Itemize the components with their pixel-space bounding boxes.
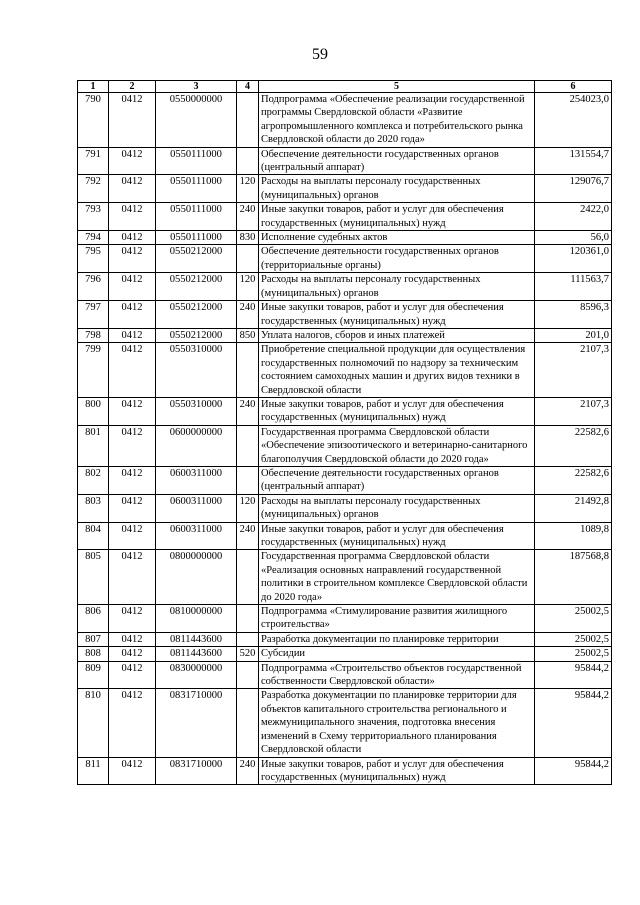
section-code-cell: 0412 (109, 231, 156, 245)
item-name-cell: Иные закупки товаров, работ и услуг для обеспечения государственных (муниципальных) нужд (259, 301, 535, 329)
amount-cell: 25002,5 (535, 647, 612, 661)
section-code-cell: 0412 (109, 301, 156, 329)
section-code-cell: 0412 (109, 632, 156, 646)
section-code-cell: 0412 (109, 661, 156, 689)
table-row (78, 231, 612, 245)
expense-type-code-cell (237, 661, 259, 689)
section-code-cell: 0412 (109, 328, 156, 342)
table-row (78, 522, 612, 550)
table-row (78, 466, 612, 494)
target-code-cell: 0811443600 (156, 632, 237, 646)
expense-type-code-cell (237, 93, 259, 148)
row-number-cell: 800 (78, 397, 109, 425)
target-code-cell: 0800000000 (156, 550, 237, 605)
expense-type-code-cell: 240 (237, 522, 259, 550)
amount-cell: 129076,7 (535, 175, 612, 203)
table-row (78, 328, 612, 342)
row-number-cell: 797 (78, 301, 109, 329)
header-col-3: 3 (156, 81, 237, 93)
row-number-cell: 795 (78, 245, 109, 273)
item-name-cell: Иные закупки товаров, работ и услуг для обеспечения государственных (муниципальных) нужд (259, 522, 535, 550)
amount-cell: 22582,6 (535, 425, 612, 466)
target-code-cell: 0550111000 (156, 147, 237, 175)
amount-cell: 131554,7 (535, 147, 612, 175)
item-name-cell: Подпрограмма «Обеспечение реализации государственной программы Свердловской области «Развитие агропромышленного комплекса и потребительского рынка Свердловской области до 2020 года» (259, 93, 535, 148)
row-number-cell: 792 (78, 175, 109, 203)
row-number-cell: 790 (78, 93, 109, 148)
item-name-cell: Иные закупки товаров, работ и услуг для обеспечения государственных (муниципальных) нужд (259, 203, 535, 231)
row-number-cell: 810 (78, 689, 109, 757)
page-number: 59 (312, 46, 328, 63)
section-code-cell: 0412 (109, 93, 156, 148)
row-number-cell: 807 (78, 632, 109, 646)
section-code-cell: 0412 (109, 175, 156, 203)
section-code-cell: 0412 (109, 494, 156, 522)
expense-type-code-cell (237, 632, 259, 646)
section-code-cell: 0412 (109, 397, 156, 425)
item-name-cell: Приобретение специальной продукции для осуществления государственных полномочий по надзору за техническим состоянием самоходных машин и других видов техники в Свердловской области (259, 343, 535, 398)
header-col-1: 1 (78, 81, 109, 93)
section-code-cell: 0412 (109, 245, 156, 273)
item-name-cell: Разработка документации по планировке территории для объектов капитального строительства регионального и межмуниципального значения, подготовка внесения изменений в Схему территориального планирования Свердловской области (259, 689, 535, 757)
section-code-cell: 0412 (109, 605, 156, 633)
header-col-2: 2 (109, 81, 156, 93)
amount-cell: 201,0 (535, 328, 612, 342)
expense-type-code-cell: 240 (237, 301, 259, 329)
section-code-cell: 0412 (109, 466, 156, 494)
row-number-cell: 799 (78, 343, 109, 398)
section-code-cell: 0412 (109, 550, 156, 605)
target-code-cell: 0550212000 (156, 245, 237, 273)
expense-type-code-cell (237, 245, 259, 273)
table-row (78, 647, 612, 661)
expense-type-code-cell (237, 343, 259, 398)
item-name-cell: Иные закупки товаров, работ и услуг для обеспечения государственных (муниципальных) нужд (259, 757, 535, 785)
item-name-cell: Подпрограмма «Стимулирование развития жилищного строительства» (259, 605, 535, 633)
amount-cell: 22582,6 (535, 466, 612, 494)
expense-type-code-cell (237, 147, 259, 175)
table-row (78, 689, 612, 757)
amount-cell: 21492,8 (535, 494, 612, 522)
item-name-cell: Расходы на выплаты персоналу государственных (муниципальных) органов (259, 494, 535, 522)
target-code-cell: 0550111000 (156, 203, 237, 231)
section-code-cell: 0412 (109, 203, 156, 231)
table-row (78, 343, 612, 398)
expense-type-code-cell: 120 (237, 494, 259, 522)
expense-type-code-cell: 240 (237, 203, 259, 231)
table-row (78, 147, 612, 175)
target-code-cell: 0550111000 (156, 231, 237, 245)
table-row (78, 301, 612, 329)
section-code-cell: 0412 (109, 522, 156, 550)
amount-cell: 254023,0 (535, 93, 612, 148)
table-row (78, 550, 612, 605)
target-code-cell: 0550310000 (156, 397, 237, 425)
expense-type-code-cell: 120 (237, 273, 259, 301)
target-code-cell: 0550000000 (156, 93, 237, 148)
table-row (78, 397, 612, 425)
table-row (78, 245, 612, 273)
amount-cell: 2107,3 (535, 343, 612, 398)
section-code-cell: 0412 (109, 689, 156, 757)
expense-type-code-cell: 830 (237, 231, 259, 245)
amount-cell: 8596,3 (535, 301, 612, 329)
header-col-4: 4 (237, 81, 259, 93)
row-number-cell: 811 (78, 757, 109, 785)
amount-cell: 56,0 (535, 231, 612, 245)
row-number-cell: 798 (78, 328, 109, 342)
amount-cell: 95844,2 (535, 757, 612, 785)
target-code-cell: 0811443600 (156, 647, 237, 661)
target-code-cell: 0550111000 (156, 175, 237, 203)
amount-cell: 187568,8 (535, 550, 612, 605)
section-code-cell: 0412 (109, 647, 156, 661)
amount-cell: 2107,3 (535, 397, 612, 425)
row-number-cell: 793 (78, 203, 109, 231)
row-number-cell: 801 (78, 425, 109, 466)
table-row (78, 93, 612, 148)
amount-cell: 95844,2 (535, 661, 612, 689)
amount-cell: 95844,2 (535, 689, 612, 757)
table-row (78, 605, 612, 633)
amount-cell: 120361,0 (535, 245, 612, 273)
row-number-cell: 804 (78, 522, 109, 550)
table-row (78, 425, 612, 466)
amount-cell: 111563,7 (535, 273, 612, 301)
item-name-cell: Обеспечение деятельности государственных органов (территориальные органы) (259, 245, 535, 273)
section-code-cell: 0412 (109, 273, 156, 301)
item-name-cell: Уплата налогов, сборов и иных платежей (259, 328, 535, 342)
table-body (78, 93, 612, 785)
table-row (78, 175, 612, 203)
expense-type-code-cell: 120 (237, 175, 259, 203)
section-code-cell: 0412 (109, 425, 156, 466)
target-code-cell: 0600000000 (156, 425, 237, 466)
expense-type-code-cell: 850 (237, 328, 259, 342)
target-code-cell: 0810000000 (156, 605, 237, 633)
target-code-cell: 0600311000 (156, 522, 237, 550)
row-number-cell: 803 (78, 494, 109, 522)
row-number-cell: 794 (78, 231, 109, 245)
item-name-cell: Иные закупки товаров, работ и услуг для обеспечения государственных (муниципальных) нужд (259, 397, 535, 425)
table-row (78, 661, 612, 689)
item-name-cell: Государственная программа Свердловской области «Реализация основных направлений государственной политики в строительном комплексе Свердловской области до 2020 года» (259, 550, 535, 605)
section-code-cell: 0412 (109, 757, 156, 785)
target-code-cell: 0600311000 (156, 466, 237, 494)
target-code-cell: 0550212000 (156, 273, 237, 301)
expense-type-code-cell (237, 605, 259, 633)
item-name-cell: Субсидии (259, 647, 535, 661)
header-col-6: 6 (535, 81, 612, 93)
budget-table (77, 80, 612, 785)
row-number-cell: 808 (78, 647, 109, 661)
table-row (78, 632, 612, 646)
section-code-cell: 0412 (109, 147, 156, 175)
section-code-cell: 0412 (109, 343, 156, 398)
table-row (78, 494, 612, 522)
row-number-cell: 806 (78, 605, 109, 633)
expense-type-code-cell: 240 (237, 757, 259, 785)
row-number-cell: 805 (78, 550, 109, 605)
amount-cell: 2422,0 (535, 203, 612, 231)
table-header-row (78, 81, 612, 93)
item-name-cell: Расходы на выплаты персоналу государственных (муниципальных) органов (259, 175, 535, 203)
target-code-cell: 0550310000 (156, 343, 237, 398)
table-row (78, 273, 612, 301)
item-name-cell: Государственная программа Свердловской области «Обеспечение эпизоотического и ветеринарно-санитарного благополучия Свердловской области до 2020 года» (259, 425, 535, 466)
item-name-cell: Исполнение судебных актов (259, 231, 535, 245)
expense-type-code-cell (237, 466, 259, 494)
row-number-cell: 802 (78, 466, 109, 494)
row-number-cell: 796 (78, 273, 109, 301)
expense-type-code-cell (237, 550, 259, 605)
expense-type-code-cell: 240 (237, 397, 259, 425)
amount-cell: 1089,8 (535, 522, 612, 550)
target-code-cell: 0600311000 (156, 494, 237, 522)
item-name-cell: Расходы на выплаты персоналу государственных (муниципальных) органов (259, 273, 535, 301)
target-code-cell: 0550212000 (156, 301, 237, 329)
header-col-5: 5 (259, 81, 535, 93)
row-number-cell: 791 (78, 147, 109, 175)
table-row (78, 757, 612, 785)
target-code-cell: 0831710000 (156, 757, 237, 785)
table-row (78, 203, 612, 231)
item-name-cell: Подпрограмма «Строительство объектов государственной собственности Свердловской области» (259, 661, 535, 689)
target-code-cell: 0550212000 (156, 328, 237, 342)
amount-cell: 25002,5 (535, 632, 612, 646)
item-name-cell: Обеспечение деятельности государственных органов (центральный аппарат) (259, 466, 535, 494)
expense-type-code-cell (237, 425, 259, 466)
target-code-cell: 0831710000 (156, 689, 237, 757)
row-number-cell: 809 (78, 661, 109, 689)
item-name-cell: Разработка документации по планировке территории (259, 632, 535, 646)
expense-type-code-cell: 520 (237, 647, 259, 661)
target-code-cell: 0830000000 (156, 661, 237, 689)
amount-cell: 25002,5 (535, 605, 612, 633)
item-name-cell: Обеспечение деятельности государственных органов (центральный аппарат) (259, 147, 535, 175)
expense-type-code-cell (237, 689, 259, 757)
